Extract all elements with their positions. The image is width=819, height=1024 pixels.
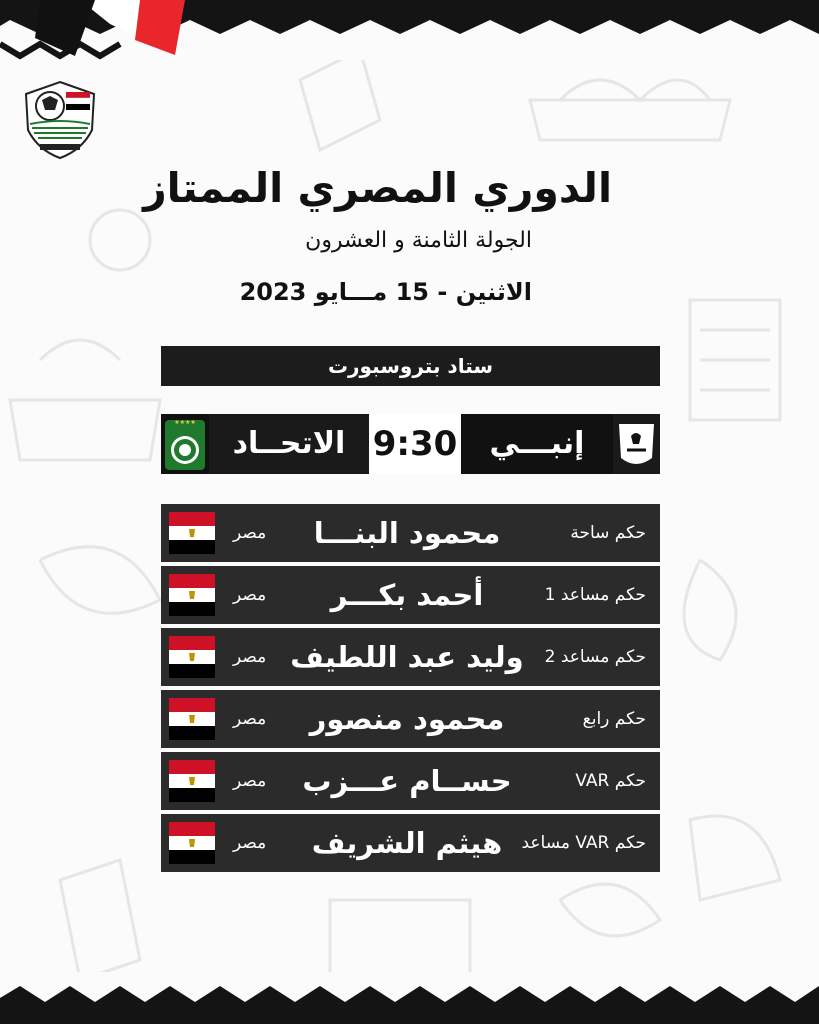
officials-list	[161, 504, 660, 876]
egypt-flag-icon	[169, 698, 215, 740]
egypt-flag-icon	[169, 512, 215, 554]
al-ittihad-logo	[161, 414, 209, 474]
stadium-bar: ستاد بتروسبورت	[161, 346, 660, 386]
official-country: مصر	[233, 585, 267, 605]
official-country: مصر	[233, 709, 267, 729]
official-role: حكم مساعد 2	[544, 647, 646, 667]
official-row	[161, 690, 660, 748]
official-name: محمود البنـــا	[313, 516, 501, 550]
official-row	[161, 628, 660, 686]
svg-text:★★★★: ★★★★	[174, 419, 196, 426]
enppi-logo	[613, 414, 660, 474]
top-zigzag-border	[0, 0, 819, 60]
egypt-flag-icon	[169, 760, 215, 802]
bottom-zigzag-border	[0, 972, 819, 1024]
match-date: الاثنين - 15 مـــايو 2023	[239, 278, 532, 306]
egypt-flag-icon	[169, 822, 215, 864]
official-country: مصر	[233, 523, 267, 543]
away-team-logo	[161, 414, 209, 474]
official-role: حكم VAR مساعد	[521, 833, 646, 853]
official-role: حكم رابع	[582, 709, 646, 729]
kickoff-time: 9:30	[369, 414, 461, 474]
home-team-name: إنبـــي	[461, 414, 613, 474]
match-row	[161, 414, 660, 474]
official-country: مصر	[233, 833, 267, 853]
official-name: حســام عـــزب	[302, 764, 512, 798]
egypt-flag-icon	[169, 636, 215, 678]
egypt-flag-icon	[169, 574, 215, 616]
official-role: حكم VAR	[575, 771, 646, 791]
official-row	[161, 566, 660, 624]
official-role: حكم ساحة	[570, 523, 646, 543]
official-name: وليد عبد اللطيف	[290, 640, 524, 674]
home-team-logo	[613, 414, 660, 474]
official-name: أحمد بكـــر	[330, 578, 484, 612]
egyptian-fa-logo	[22, 80, 98, 160]
official-row	[161, 814, 660, 872]
league-title: الدوري المصري الممتاز	[143, 164, 612, 212]
official-name: هيثم الشريف	[311, 826, 503, 860]
official-name: محمود منصور	[309, 702, 505, 736]
official-country: مصر	[233, 771, 267, 791]
official-row	[161, 752, 660, 810]
away-team-name: الاتحــاد	[209, 414, 369, 474]
official-row	[161, 504, 660, 562]
round-subtitle: الجولة الثامنة و العشرون	[305, 228, 532, 253]
official-country: مصر	[233, 647, 267, 667]
official-role: حكم مساعد 1	[544, 585, 646, 605]
